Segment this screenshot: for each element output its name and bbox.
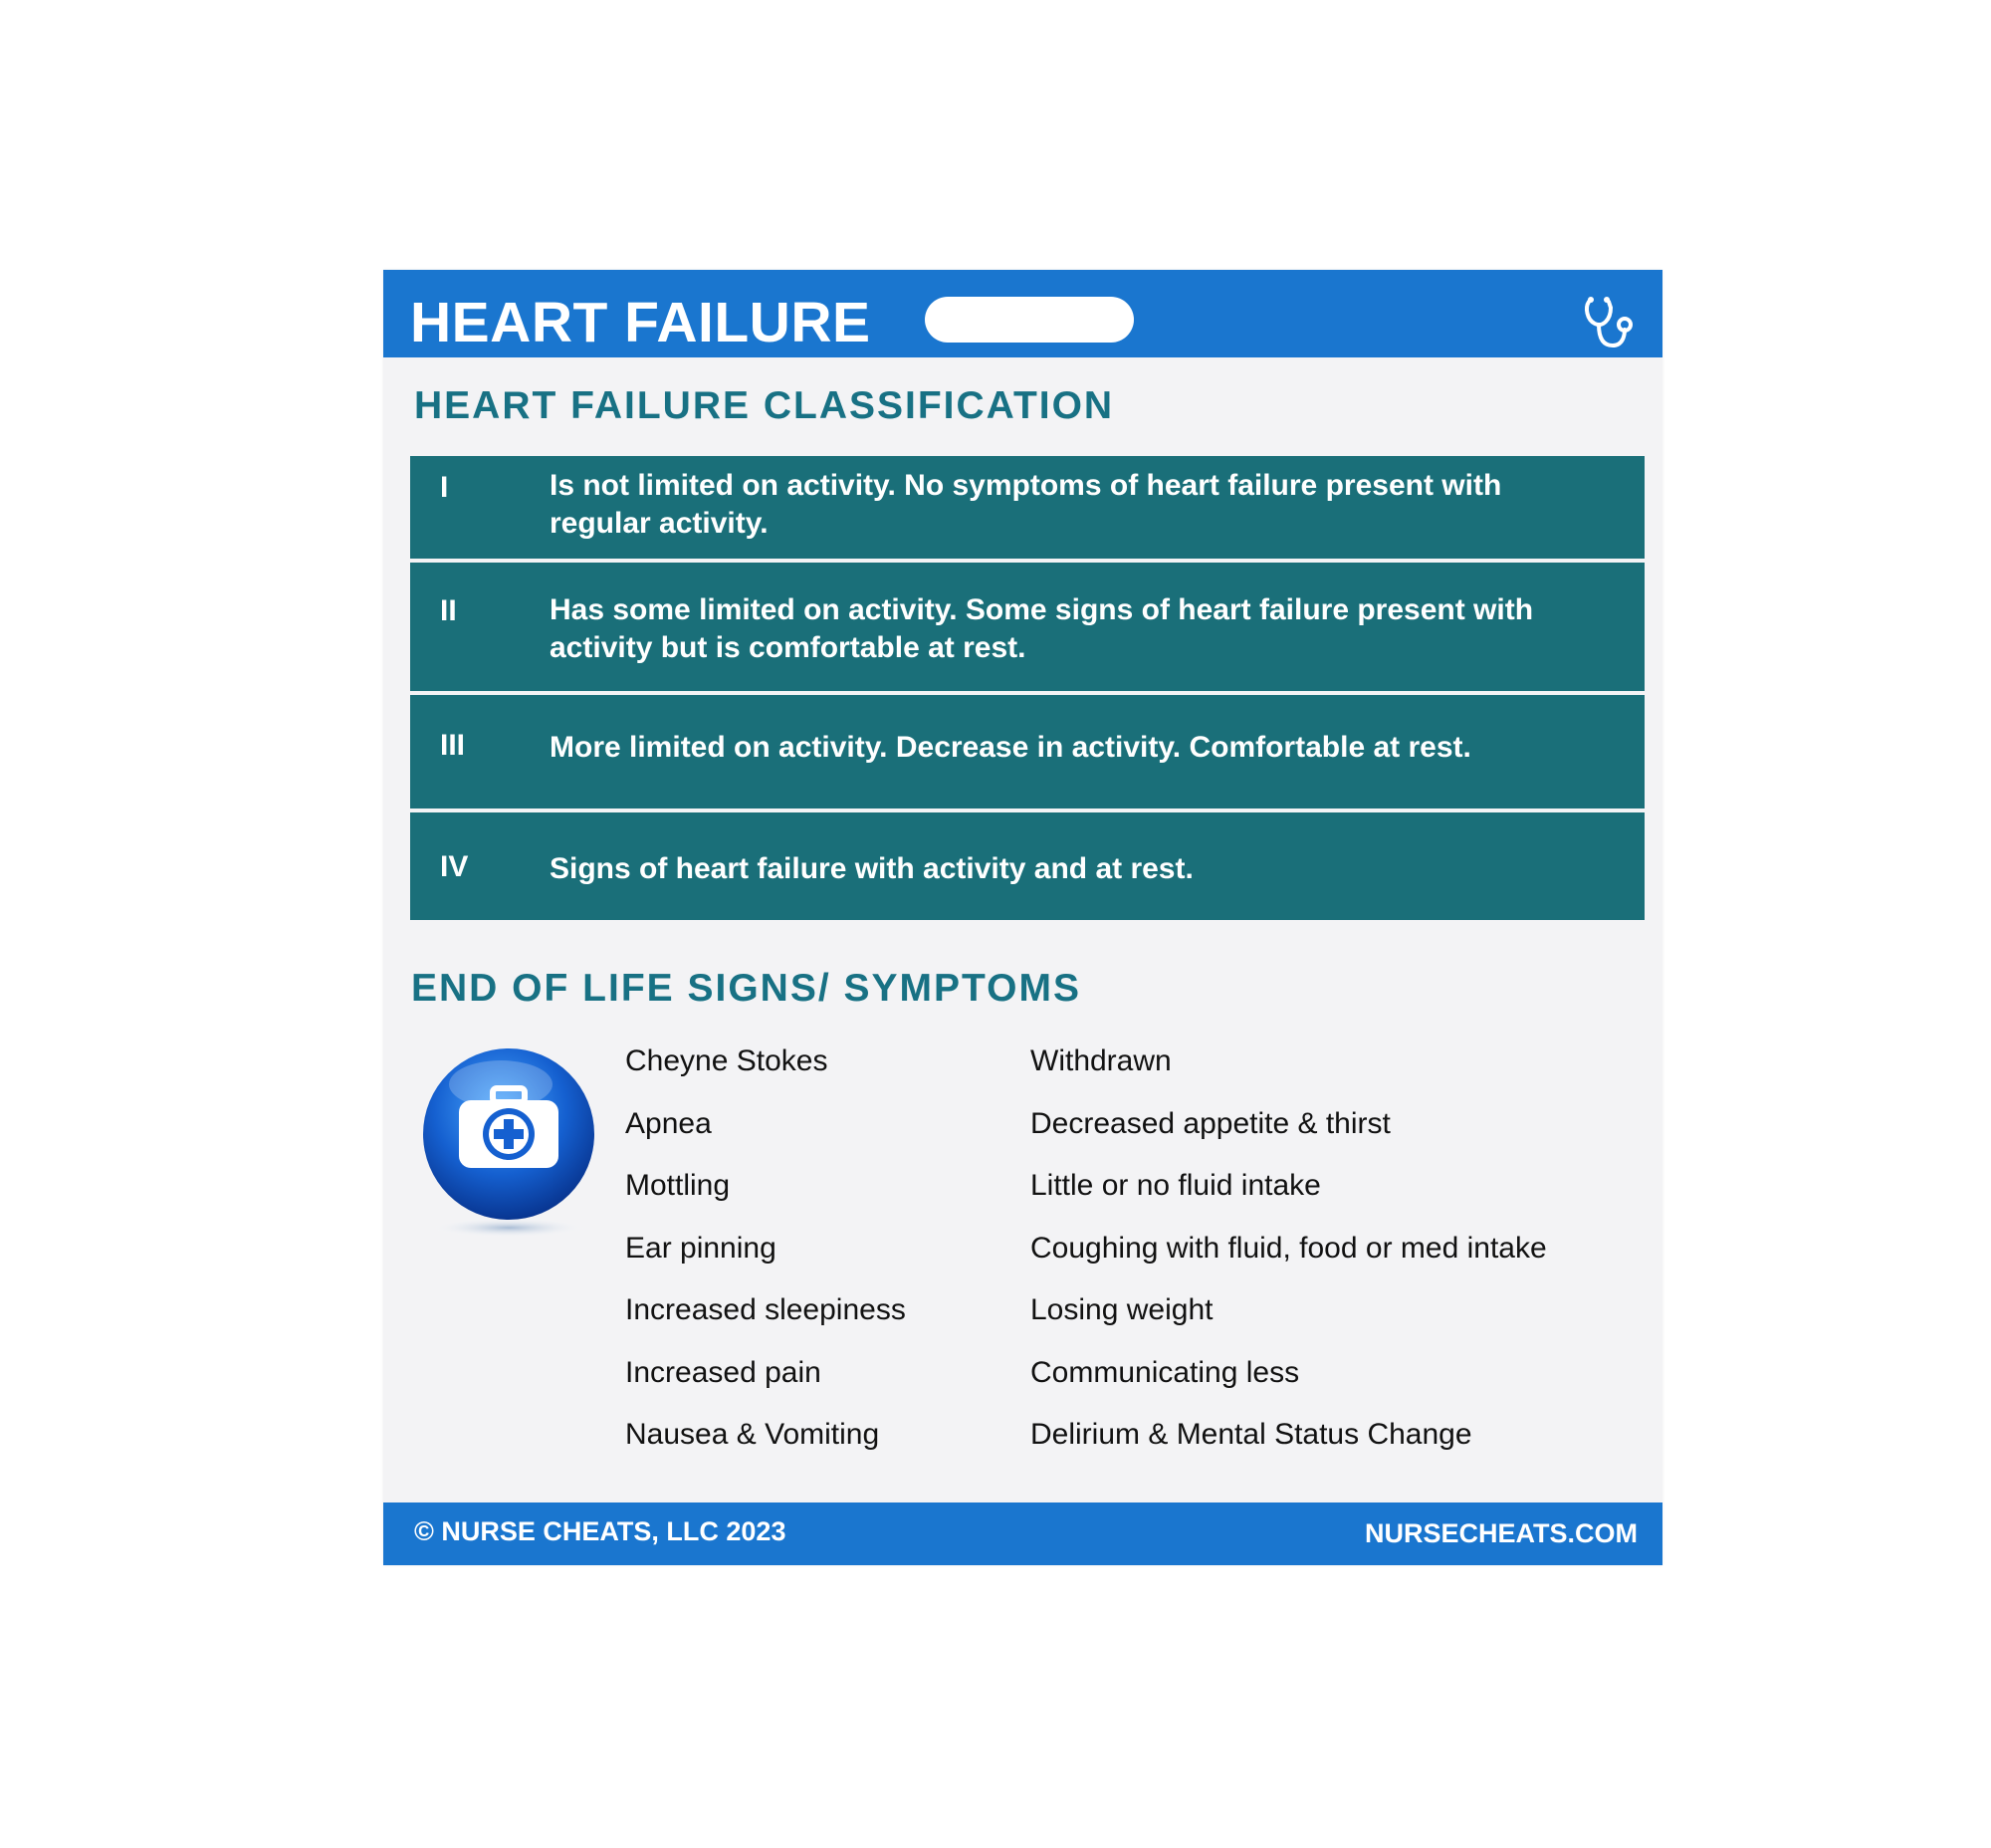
copyright-text: © NURSE CHEATS, LLC 2023 [414, 1516, 786, 1546]
classification-heading: HEART FAILURE CLASSIFICATION [414, 384, 1115, 427]
class-number: I [440, 471, 449, 504]
list-item: Withdrawn [1030, 1044, 1172, 1077]
badge-slot-hole [925, 297, 1134, 343]
class-description: Is not limited on activity. No symptoms of heart failure present with regular activity. [550, 469, 1502, 540]
class-number: III [440, 729, 466, 762]
class-number: IV [440, 850, 469, 883]
symptoms-left-list [625, 1041, 906, 1478]
list-item: Increased pain [625, 1355, 821, 1389]
medical-kit-icon [421, 1048, 600, 1248]
list-item: Ear pinning [625, 1231, 776, 1265]
list-item: Cheyne Stokes [625, 1044, 828, 1077]
list-item: Nausea & Vomiting [625, 1418, 880, 1451]
list-item: Decreased appetite & thirst [1030, 1106, 1391, 1140]
class-description: More limited on activity. Decrease in activity. Comfortable at rest. [550, 731, 1471, 764]
classification-row [410, 563, 1645, 695]
badge-card [383, 270, 1662, 1565]
classification-row [410, 812, 1645, 920]
list-item: Apnea [625, 1106, 712, 1140]
card-title: HEART FAILURE [410, 291, 871, 354]
list-item: Increased sleepiness [625, 1293, 906, 1326]
class-description: Has some limited on activity. Some signs of heart failure present with activity but is comfortable at rest. [550, 593, 1534, 664]
list-item: Little or no fluid intake [1030, 1169, 1321, 1202]
end-of-life-heading: END OF LIFE SIGNS/ SYMPTOMS [411, 967, 1082, 1010]
list-item: Delirium & Mental Status Change [1030, 1418, 1472, 1451]
footer-bar [383, 1502, 1662, 1565]
classification-row [410, 456, 1645, 563]
class-number: II [440, 594, 457, 627]
classification-table [410, 456, 1645, 920]
list-item: Losing weight [1030, 1293, 1214, 1326]
list-item: Mottling [625, 1169, 731, 1202]
website-text: NURSECHEATS.COM [1364, 1518, 1638, 1548]
classification-row [410, 695, 1645, 812]
list-item: Communicating less [1030, 1355, 1300, 1389]
stethoscope-icon [1581, 294, 1641, 353]
list-item: Coughing with fluid, food or med intake [1030, 1231, 1547, 1265]
header-bar [383, 270, 1662, 357]
class-description: Signs of heart failure with activity and at rest. [550, 852, 1194, 885]
symptoms-right-list [1030, 1041, 1547, 1478]
